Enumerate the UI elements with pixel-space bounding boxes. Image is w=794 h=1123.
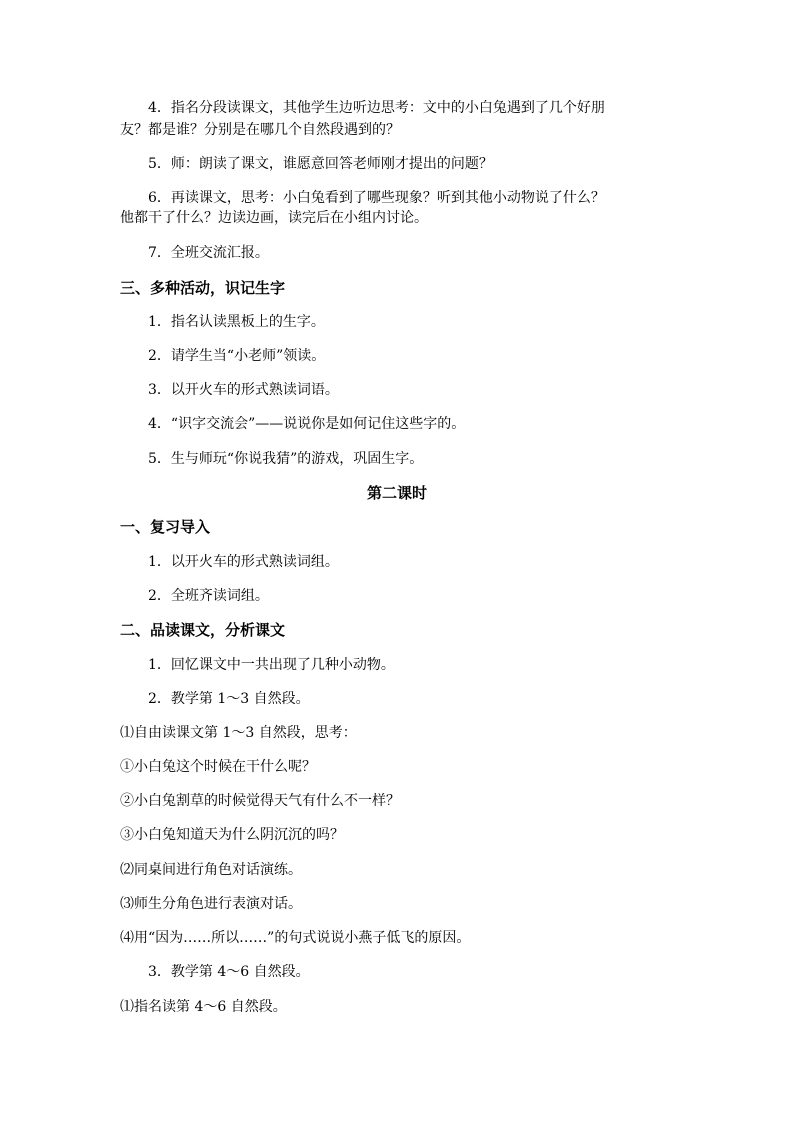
analysis-item-2: 2．教学第 1～3 自然段。 <box>148 691 310 707</box>
sub-item-3: ⑶师生分角色进行表演对话。 <box>120 896 302 912</box>
sub-item-4: ⑷用“因为……所以……”的句式说说小燕子低飞的原因。 <box>120 930 471 946</box>
sub-item-2: ⑵同桌间进行角色对话演练。 <box>120 862 302 878</box>
paragraph-step-4-line-2: 友？都是谁？分别是在哪几个自然段遇到的？ <box>120 122 400 138</box>
review-item-2: 2．全班齐读词组。 <box>148 588 269 604</box>
activity-item-5: 5．生与师玩“你说我猜”的游戏，巩固生字。 <box>148 451 424 467</box>
question-1: ①小白兔这个时候在干什么呢？ <box>120 759 316 775</box>
paragraph-step-6-line-1: 6．再读课文，思考：小白兔看到了哪些现象？听到其他小动物说了什么？ <box>148 190 605 206</box>
section-heading-two: 二、品读课文，分析课文 <box>120 621 286 639</box>
question-3: ③小白兔知道天为什么阴沉沉的吗？ <box>120 827 344 843</box>
activity-item-1: 1．指名认读黑板上的生字。 <box>148 314 325 330</box>
paragraph-step-6-line-2: 他都干了什么？边读边画，读完后在小组内讨论。 <box>120 210 428 226</box>
sub-item-1: ⑴自由读课文第 1～3 自然段，思考： <box>120 725 357 741</box>
lesson-title-second: 第二课时 <box>366 484 427 502</box>
question-2: ②小白兔割草的时候觉得天气有什么不一样？ <box>120 793 400 809</box>
section-heading-one: 一、复习导入 <box>120 518 211 536</box>
paragraph-step-4-line-1: 4．指名分段读课文，其他学生边听边思考：文中的小白兔遇到了几个好朋 <box>148 100 605 116</box>
sub-item-1-b: ⑴指名读第 4～6 自然段。 <box>120 999 287 1015</box>
activity-item-3: 3．以开火车的形式熟读词语。 <box>148 382 339 398</box>
paragraph-step-5: 5．师：朗读了课文，谁愿意回答老师刚才提出的问题？ <box>148 156 493 172</box>
activity-item-2: 2．请学生当“小老师”领读。 <box>148 348 326 364</box>
paragraph-step-7: 7．全班交流汇报。 <box>148 245 269 261</box>
activity-item-4: 4．“识字交流会”——说说你是如何记住这些字的。 <box>148 416 466 432</box>
analysis-item-3: 3．教学第 4～6 自然段。 <box>148 964 310 980</box>
section-heading-three: 三、多种活动，识记生字 <box>120 279 286 297</box>
analysis-item-1: 1．回忆课文中一共出现了几种小动物。 <box>148 657 395 673</box>
review-item-1: 1．以开火车的形式熟读词组。 <box>148 554 339 570</box>
